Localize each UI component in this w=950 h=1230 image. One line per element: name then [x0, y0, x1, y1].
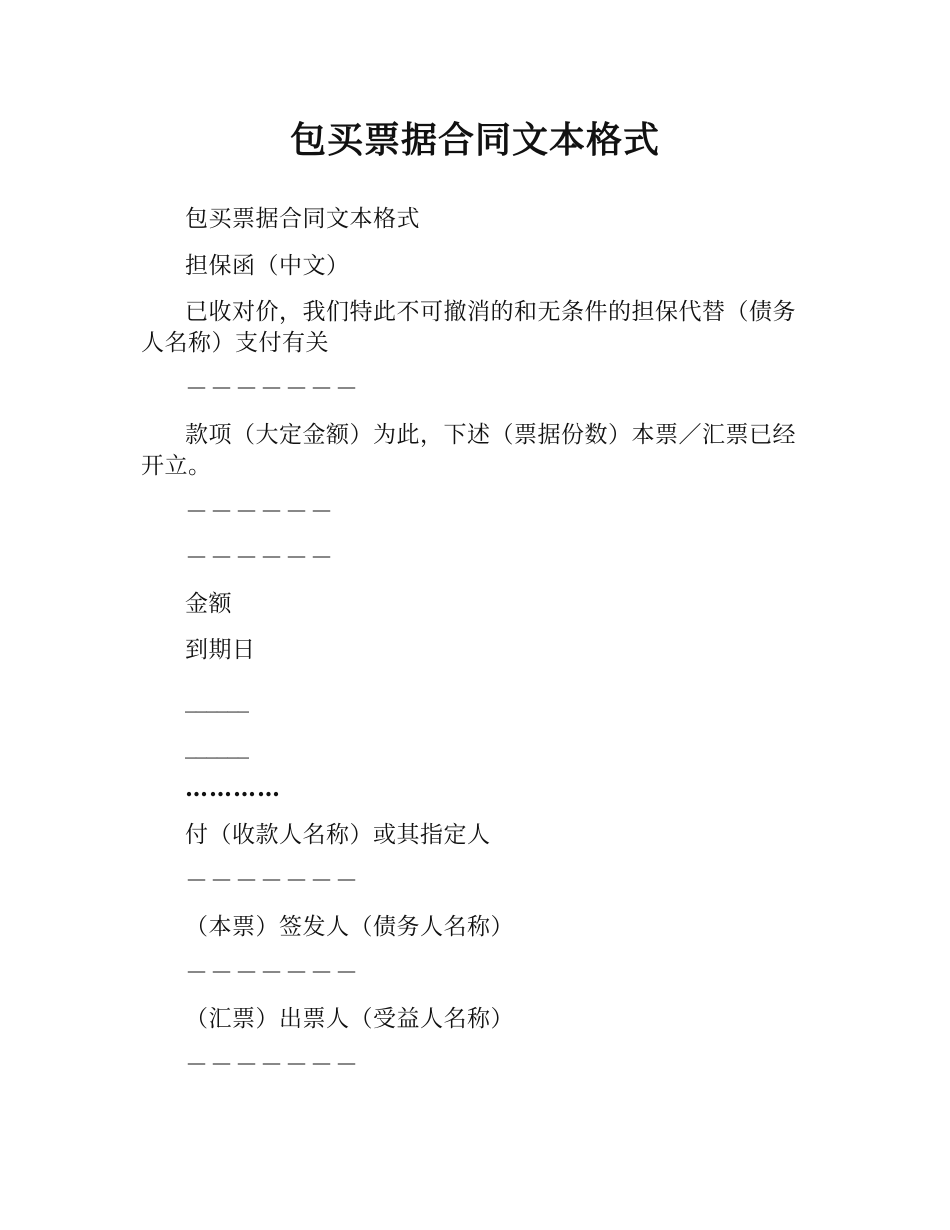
paragraph-heading: 包买票据合同文本格式	[185, 206, 420, 232]
underline-blank: ______	[185, 733, 248, 759]
paragraph-amount-clause: 款项（大定金额）为此，下述（票据份数）本票／汇票已经开立。	[141, 422, 796, 479]
paragraph-guarantee-title: 担保函（中文）	[185, 253, 350, 279]
label-due-date: 到期日	[185, 637, 256, 663]
dash-line: －－－－－－－	[185, 376, 360, 402]
underline-blank: ______	[185, 687, 248, 713]
paragraph-guarantee-body: 已收对价，我们特此不可撤消的和无条件的担保代替（债务人名称）支付有关	[141, 299, 796, 356]
dash-line: －－－－－－－	[185, 868, 360, 894]
dash-line: －－－－－－－	[185, 1052, 360, 1078]
dash-line: －－－－－－－	[185, 960, 360, 986]
dash-line: －－－－－－	[185, 499, 335, 525]
paragraph-payee: 付（收款人名称）或其指定人	[185, 822, 491, 848]
paragraph-note-issuer: （本票）签发人（债务人名称）	[185, 914, 514, 940]
ellipsis-line: …………	[185, 775, 281, 802]
label-amount: 金额	[185, 591, 232, 617]
document-title: 包买票据合同文本格式	[289, 120, 660, 161]
dash-line: －－－－－－	[185, 545, 335, 571]
paragraph-draft-drawer: （汇票）出票人（受益人名称）	[185, 1006, 514, 1032]
